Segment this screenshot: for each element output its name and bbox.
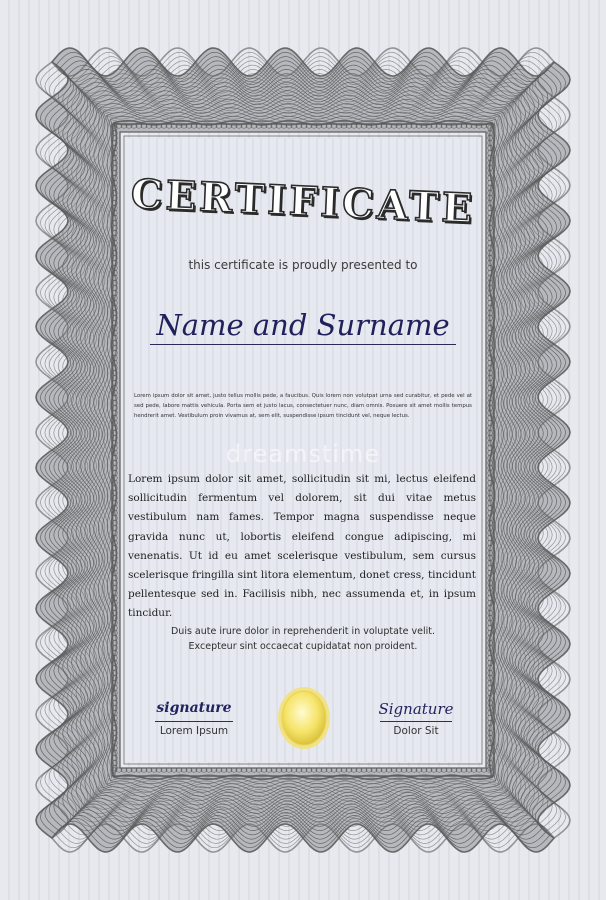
signature-left-line [155,721,233,722]
name-underline [150,344,456,345]
signature-right-script: Signature [378,700,454,718]
small-print-paragraph: Lorem ipsum dolor sit amet, justo tellus mollis pede, a faucibus. Quis lorem non volutpat urna sed curabitur, et pede vel at sed pede, labore mattis vehicula. Porta sem et justo lacus, consectetuer nunc, diam omnis. Posuere sit amet mollis tempus hendrerit amet. Vestibulum proin vivamus at, sem elit, suspendisse ipsum tincidunt vel, neque lectus. [134,393,472,419]
watermark-text: dreamstime [225,440,381,468]
recipient-name: Name and Surname [156,308,450,342]
signature-right-caption: Dolor Sit [393,725,439,737]
footer-text [0,624,606,654]
certificate-title: CERTIFICATE [129,170,477,233]
signature-right-line [380,721,452,722]
presented-to-text: this certificate is proudly presented to [188,258,418,272]
gold-seal-icon [276,685,332,751]
footer-line-1: Duis aute irure dolor in reprehenderit in voluptate velit. [170,626,435,637]
body-paragraph: Lorem ipsum dolor sit amet, sollicitudin sit mi, lectus eleifend sollicitudin fermentum vel dolorem, sit dui vitae metus vestibulum nam fames. Tempor magna suspendisse neque gravida nunc ut, lobortis eleifend congue adipiscing, mi venenatis. Ut id eu amet scelerisque vestibulum, sem cursus scelerisque fringilla sint litora elementum, donet cress, tincidunt pellentesque sed in. Facilisis nibh, nec assumenda et, in ipsum tincidur. [128,473,476,620]
signature-left-script: signature [156,700,232,716]
signature-left-caption: Lorem Ipsum [159,725,229,737]
footer-line-2: Excepteur sint occaecat cupidatat non proident. [188,641,418,652]
